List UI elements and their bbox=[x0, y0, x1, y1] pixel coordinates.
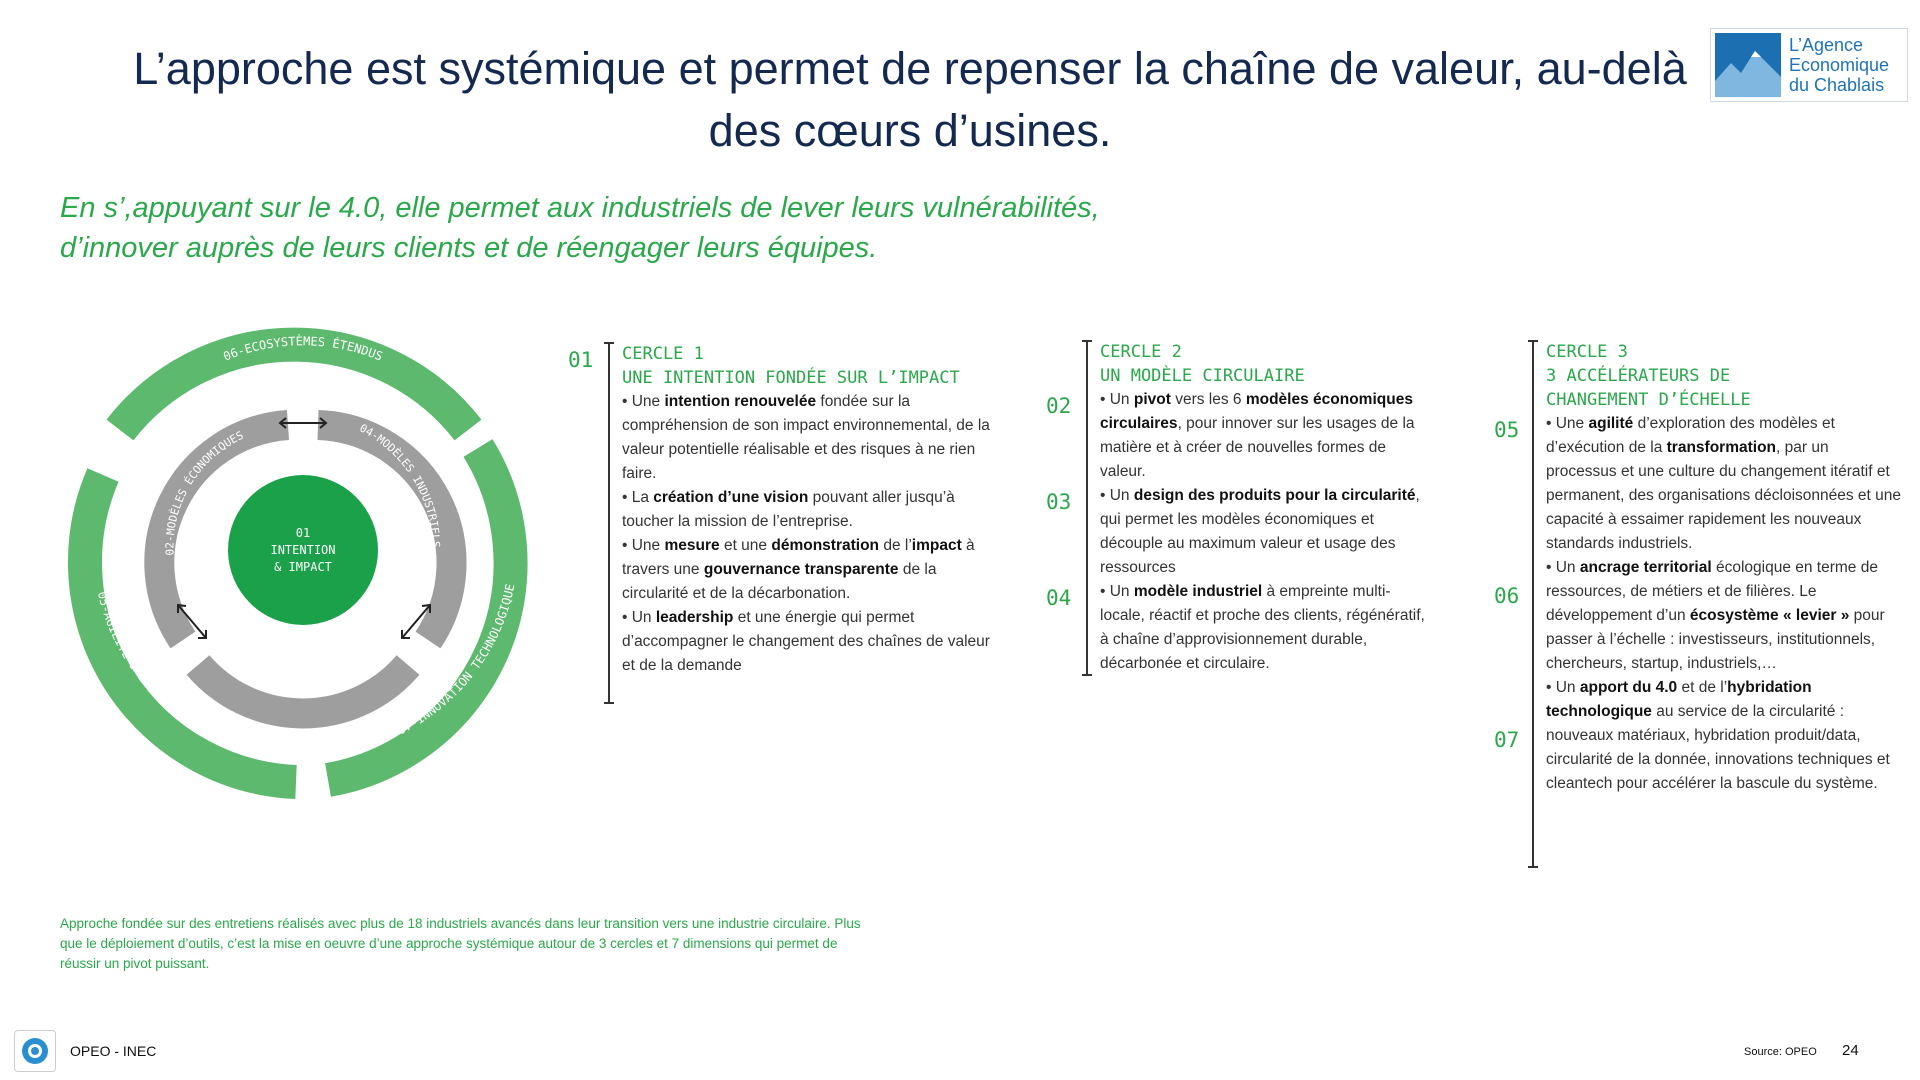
center-line3: & IMPACT bbox=[274, 560, 332, 574]
cercle2-heading1: CERCLE 2 bbox=[1100, 342, 1182, 362]
subtitle-line2: d’innover auprès de leurs clients et de réengager leurs équipes. bbox=[60, 232, 878, 264]
cercle3-bullet3: • Un apport du 4.0 et de l’hybridation technologique au service de la circularité : nouveaux matériaux, hybridation produit/data, circularité de la donnée, innovations techniques et cleantech pour accélérer la bascule du système. bbox=[1546, 679, 1890, 792]
label-03: 03-CONCEPTION PRODUIT bbox=[237, 667, 374, 698]
center-line2: INTENTION bbox=[270, 543, 336, 557]
subtitle-line1: En s’,appuyant sur le 4.0, elle permet aux industriels de lever leurs vulnérabilités, bbox=[60, 192, 1100, 224]
cercle2-bullet1: • Un pivot vers les 6 modèles économiques circulaires, pour innover sur les usages de la matière et à créer de nouvelles formes de valeur. bbox=[1100, 391, 1415, 480]
cercle3-heading3: CHANGEMENT D’ÉCHELLE bbox=[1546, 390, 1751, 410]
cercle2-column bbox=[1086, 340, 1426, 676]
label-04: 04-MODÈLES INDUSTRIELS bbox=[357, 421, 443, 548]
cercle3-bracket bbox=[1532, 340, 1534, 868]
cercle3-bullet2: • Un ancrage territorial écologique en terme de ressources, de métiers et de filières. Le développement d’un écosystème « levier » pour passer à l’échelle : investisseurs, institutionnels, chercheurs, startup, industriels,… bbox=[1546, 559, 1885, 672]
cercle2-bracket bbox=[1086, 340, 1088, 676]
cercle1-heading1: CERCLE 1 bbox=[622, 344, 704, 364]
cercle2-bullet3: • Un modèle industriel à empreinte multi-locale, réactif et proche des clients, régénératif, à chaîne d’approvisionnement durable, décarbonée et circulaire. bbox=[1100, 583, 1425, 672]
cercle2-number-02: 02 bbox=[1046, 394, 1072, 418]
mountain-logo-icon bbox=[1715, 33, 1781, 97]
outer-arc-06 bbox=[120, 345, 468, 430]
cercle3-bullet1: • Une agilité d’exploration des modèles et d’exécution de la transformation, par un processus et une culture du changement itératif et permanent, des organisations décloisonnées et une capacité à essaimer rapidement les nouveaux standards industriels. bbox=[1546, 415, 1902, 552]
cercle1-bullet2: • La création d’une vision pouvant aller jusqu’à toucher la mission de l’entreprise. bbox=[622, 489, 955, 530]
opeo-logo-icon bbox=[14, 1030, 56, 1072]
footer-left bbox=[14, 1030, 156, 1072]
logo-line1: L’Agence bbox=[1789, 35, 1864, 55]
cercle1-bullet4: • Un leadership et une énergie qui permet d’accompagner le changement des chaînes de valeur et de la demande bbox=[622, 609, 990, 674]
cercle1-bullet3: • Une mesure et une démonstration de l’impact à travers une gouvernance transparente de la circularité et de la décarbonation. bbox=[622, 537, 975, 602]
label-07: 07-INNOVATION TECHNOLOGIQUE bbox=[395, 582, 518, 738]
cercle3-heading1: CERCLE 3 bbox=[1546, 342, 1628, 362]
logo-line2: Economique bbox=[1789, 55, 1890, 75]
page-number: 24 bbox=[1842, 1042, 1859, 1059]
cercle2-number-04: 04 bbox=[1046, 586, 1072, 610]
cercle3-number-06: 06 bbox=[1494, 584, 1520, 608]
slide-title: L’approche est systémique et permet de repenser la chaîne de valeur, au-delà des cœurs d’usines. bbox=[133, 43, 1687, 156]
cercle2-number-03: 03 bbox=[1046, 490, 1072, 514]
cercle3-heading2: 3 ACCÉLÉRATEURS DE bbox=[1546, 366, 1731, 386]
agence-chablais-logo bbox=[1710, 28, 1908, 102]
circles-diagram bbox=[58, 320, 548, 810]
cercle1-number-01: 01 bbox=[568, 348, 594, 372]
label-05: 05-AGILITÉ D’EXÉCUTION bbox=[94, 590, 192, 725]
cercle2-heading2: UN MODÈLE CIRCULAIRE bbox=[1100, 366, 1305, 386]
footnote: Approche fondée sur des entretiens réalisés avec plus de 18 industriels avancés dans leur transition vers une industrie circulaire. Plus que le déploiement d’outils, c’est la mise en oeuvre d’une approche systémique autour de 3 cercles et 7 dimensions qui permet de réussir un pivot puissant. bbox=[60, 916, 861, 971]
subtitle bbox=[60, 188, 1260, 268]
cercle2-bullet2: • Un design des produits pour la circularité, qui permet les modèles économiques et découple au maximum valeur et usage des ressources bbox=[1100, 487, 1420, 576]
cercle1-bullet1: • Une intention renouvelée fondée sur la compréhension de son impact environnemental, de la valeur potentielle réalisable et des risques à ne rien faire. bbox=[622, 393, 990, 482]
cercle1-bracket bbox=[608, 342, 610, 704]
logo-line3: du Chablais bbox=[1789, 75, 1885, 95]
footer-label: OPEO - INEC bbox=[70, 1043, 157, 1059]
cercle3-column bbox=[1532, 340, 1902, 868]
source-note: Source: OPEO bbox=[1744, 1046, 1817, 1058]
cercle3-number-05: 05 bbox=[1494, 418, 1520, 442]
cercle1-heading2: UNE INTENTION FONDÉE SUR L’IMPACT bbox=[622, 368, 960, 388]
cercle3-number-07: 07 bbox=[1494, 728, 1520, 752]
cercle1-column bbox=[608, 342, 998, 704]
center-line1: 01 bbox=[295, 526, 311, 540]
label-02: 02-MODÈLES ÉCONOMIQUES bbox=[163, 428, 246, 556]
label-06: 06-ECOSYSTÈMES ÉTENDUS bbox=[221, 334, 385, 364]
